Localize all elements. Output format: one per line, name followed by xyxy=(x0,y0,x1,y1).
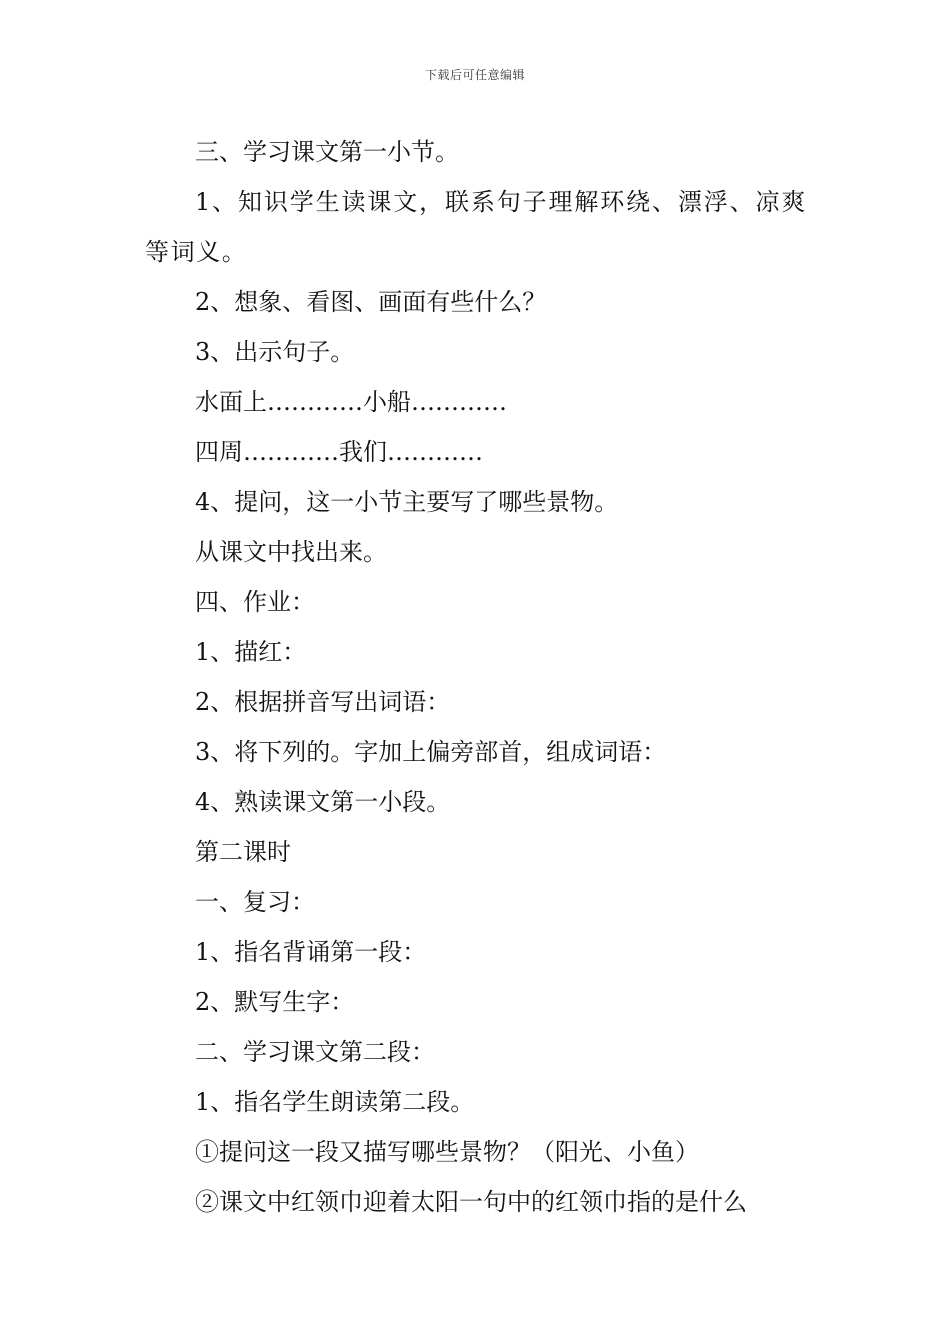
paragraph-8: 从课文中找出来。 xyxy=(195,538,387,566)
paragraph-9: 四、作业： xyxy=(195,588,315,616)
paragraph-18: 二、学习课文第二段： xyxy=(195,1038,435,1066)
paragraph-2: 1、知识学生读课文，联系句子理解环绕、漂浮、凉爽等词义。 xyxy=(145,188,807,266)
paragraph-17: 2、默写生字： xyxy=(195,988,355,1016)
paragraph-3: 2、想象、看图、画面有些什么？ xyxy=(195,288,547,316)
paragraph-21: ②课文中红领巾迎着太阳一句中的红领巾指的是什么 xyxy=(195,1188,747,1216)
paragraph-14: 第二课时 xyxy=(195,838,291,866)
paragraph-13: 4、熟读课文第一小段。 xyxy=(195,788,451,816)
paragraph-5: 水面上…………小船………… xyxy=(195,388,507,416)
paragraph-16: 1、指名背诵第一段： xyxy=(195,938,427,966)
document-body xyxy=(145,127,807,1227)
paragraph-10: 1、描红： xyxy=(195,638,307,666)
paragraph-1: 三、学习课文第一小节。 xyxy=(195,138,459,166)
paragraph-7: 4、提问，这一小节主要写了哪些景物。 xyxy=(195,488,619,516)
paragraph-11: 2、根据拼音写出词语： xyxy=(195,688,451,716)
paragraph-4: 3、出示句子。 xyxy=(195,338,355,366)
paragraph-15: 一、复习： xyxy=(195,888,315,916)
page-header: 下载后可任意编辑 xyxy=(424,68,525,82)
paragraph-12: 3、将下列的。字加上偏旁部首，组成词语： xyxy=(195,738,667,766)
paragraph-19: 1、指名学生朗读第二段。 xyxy=(195,1088,475,1116)
paragraph-20: ①提问这一段又描写哪些景物？（阳光、小鱼） xyxy=(195,1138,699,1166)
paragraph-6: 四周…………我们………… xyxy=(195,438,483,466)
